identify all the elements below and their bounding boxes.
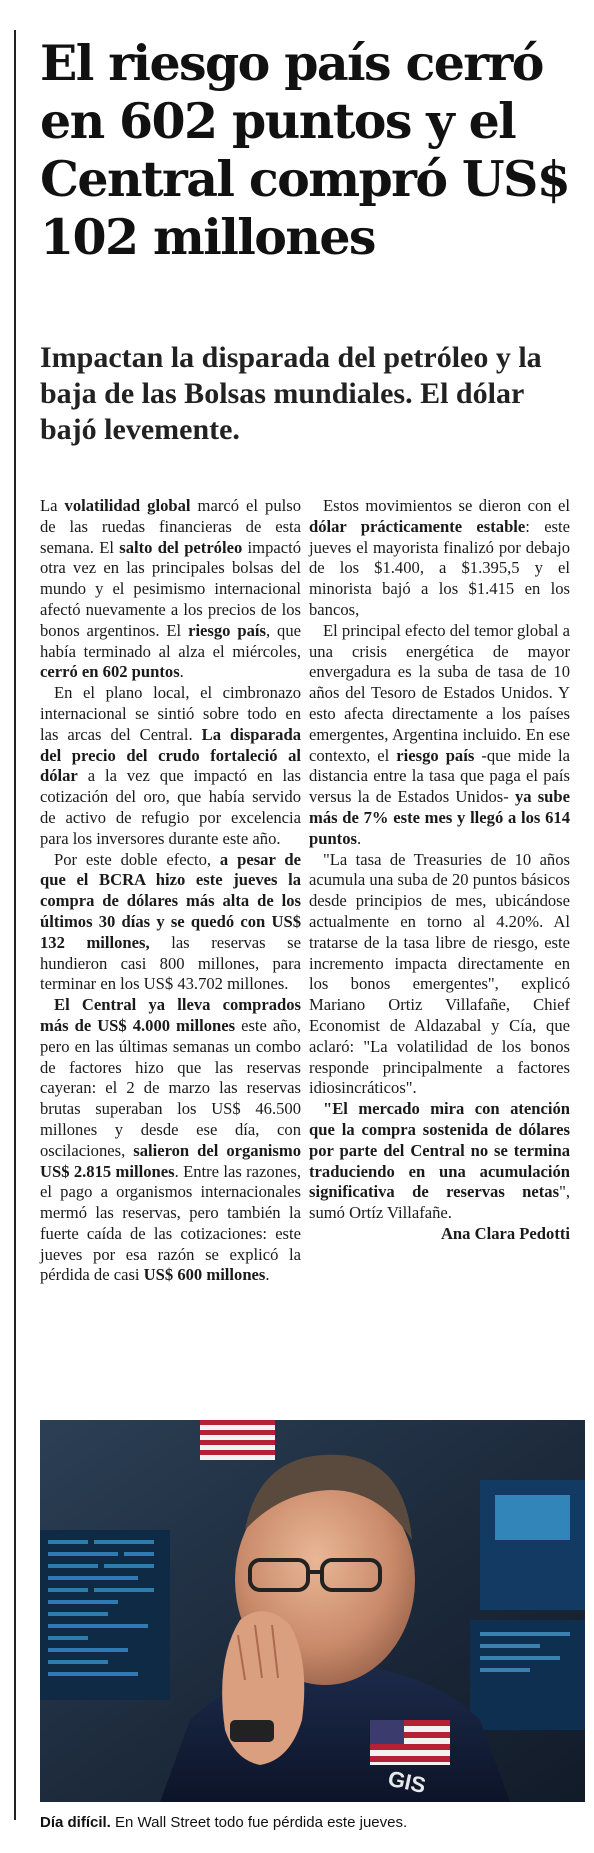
caption-lead: Día difícil. [40,1814,111,1831]
paragraph-1: La volatilidad global marcó el pulso de las ruedas financieras de esta semana. El salto del petróleo impactó otra vez en las principales bolsas del mundo y el pesimismo internacional afectó nuevamente a los precios de los bonos argentinos. El riesgo país, que había terminado al alza el miércoles, cerró en 602 puntos. [40,496,302,682]
photo-caption [40,1813,585,1833]
article-column-left [40,496,301,1286]
headline: El riesgo país cerró en 602 puntos y el Central compró US$ 102 millones [40,34,570,266]
paragraph-5: Estos movimientos se dieron con el dólar prácticamente estable: este jueves el mayorista finalizó por debajo de los $1.400, a $1.395,5 y el minorista bajó a los $1.415 en los bancos, [309,496,570,619]
paragraph-4: El Central ya lleva comprados más de US$ 4.000 millones este año, pero en las últimas semanas un combo de factores hizo que las reservas cayeran: el 2 de marzo las reservas brutas superaban los US$ 46.500 millones y desde ese día, con oscilaciones, salieron del organismo US$ 2.815 millones. Entre las razones, el pago a organismos internacionales mermó las reservas, pero también la fuerte caída de las cotizaciones: este jueves por esa razón se explicó la pérdida de casi US$ 600 millones. [40,995,301,1285]
paragraph-3: Por este doble efecto, a pesar de que el BCRA hizo este jueves la compra de dólares más alta de los últimos 30 días y se quedó con US$ 132 millones, las reservas se hundieron casi 800 millones, para terminar en los US$ 43.702 millones. [40,849,301,994]
caption-text: En Wall Street todo fue pérdida este jueves. [110,1814,408,1831]
paragraph-7: "La tasa de Treasuries de 10 años acumula una suba de 20 puntos básicos desde principios de mes, ubicándose actualmente en torno al 4.20%. Al tratarse de la tasa libre de riesgo, este incremento impacta directamente en los bonos emergentes", explicó Mariano Ortiz Villafañe, Chief Economist de Aldazabal y Cía, que aclaró: "La volatilidad de los bonos responde principalmente a factores idiosincráticos". [309,849,570,1098]
trader-photo [40,1420,585,1802]
subheadline: Impactan la disparada del petróleo y la baja de las Bolsas mundiales. El dólar bajó levemente. [40,341,542,446]
article-column-right [309,496,570,1245]
byline: Ana Clara Pedotti [440,1223,570,1243]
paragraph-2: En el plano local, el cimbronazo internacional se sintió sobre todo en las arcas del Central. La disparada del precio del crudo fortaleció al dólar a la vez que impactó en las cotización del oro, que había servido de activo de refugio por excelencia para los inversores durante este año. [40,683,301,848]
left-column-rule [14,30,16,1820]
shirt-lettering: GIS [385,1765,429,1799]
paragraph-8: "El mercado mira con atención que la compra sostenida de dólares por parte del Central no se termina traduciendo en una acumulación significativa de reservas netas", sumó Ortíz Villafañe. [309,1099,570,1223]
paragraph-6: El principal efecto del temor global a una crisis energética de mayor envergadura es la suba de tasa de 10 años del Tesoro de Estados Unidos. Y esto afecta directamente a los países emergentes, Argentina incluido. En ese contexto, el riesgo país -que mide la distancia entre la tasa que paga el país versus la de Estados Unidos- ya sube más de 7% este mes y llegó a los 614 puntos. [309,620,570,848]
